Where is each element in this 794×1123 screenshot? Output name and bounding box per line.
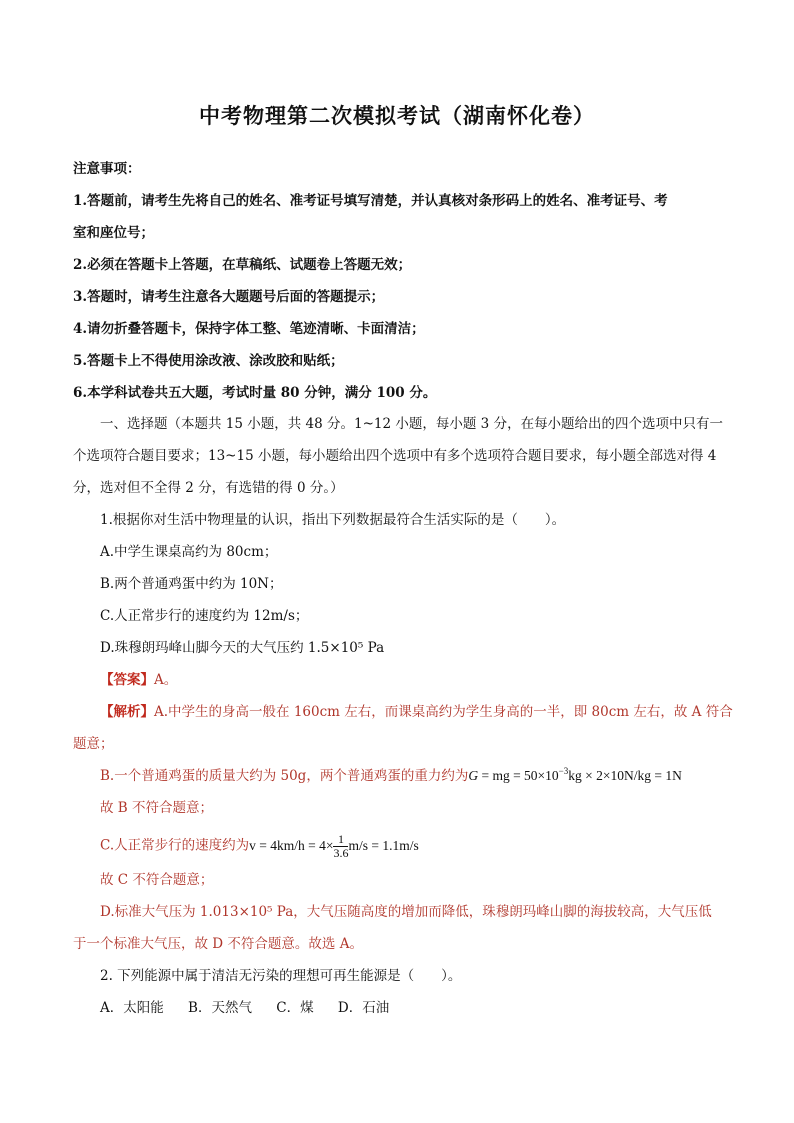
note-item: 5.答题卡上不得使用涂改液、涂改胶和贴纸； xyxy=(73,353,344,369)
q2-option-b: B．天然气 xyxy=(188,1000,252,1016)
notes-heading: 注意事项： xyxy=(73,161,141,177)
analysis-a-text: A.中学生的身高一般在 160cm 左右，而课桌高约为学生身高的一半，即 80cm 左右，故 A 符合 xyxy=(154,704,733,720)
answer-value: A。 xyxy=(154,672,178,688)
fraction xyxy=(333,833,348,860)
formula-speed xyxy=(249,832,419,860)
q1-analysis-c xyxy=(100,833,740,860)
q1-analysis-b xyxy=(100,767,740,785)
analysis-c-conclusion: 故 C 不符合题意； xyxy=(100,872,214,888)
analysis-b-conclusion: 故 B 不符合题意； xyxy=(100,800,214,816)
fraction-denominator: 3.6 xyxy=(333,846,349,860)
analysis-c-text: C.人正常步行的速度约为 xyxy=(100,837,250,854)
analysis-tag: 【解析】 xyxy=(100,704,154,720)
analysis-a-continued: 题意； xyxy=(73,736,114,752)
section-instructions: 个选项符合题目要求；13~15 小题，每小题给出四个选项中有多个选项符合题目要求，每小题全部选对得 4 xyxy=(73,448,717,464)
formula-tail: kg × 2×10N/kg = 1N xyxy=(568,768,682,783)
note-item: 4.请勿折叠答题卡，保持字体工整、笔迹清晰、卡面清洁； xyxy=(73,321,425,337)
note-item: 室和座位号； xyxy=(73,225,154,241)
formula-g: G xyxy=(468,768,479,783)
q1-option-d: D.珠穆朗玛峰山脚今天的大气压约 1.5×10⁵ Pa xyxy=(100,640,385,656)
q2-option-d: D．石油 xyxy=(337,1000,390,1016)
question-2-stem: 2. 下列能源中属于清洁无污染的理想可再生能源是（ ）。 xyxy=(100,968,462,984)
question-1-stem: 1.根据你对生活中物理量的认识，指出下列数据最符合生活实际的是（ ）。 xyxy=(100,512,566,528)
q1-answer xyxy=(100,671,740,689)
analysis-b-text: B.一个普通鸡蛋的质量大约为 50g，两个普通鸡蛋的重力约为 xyxy=(100,768,469,784)
q2-options xyxy=(100,999,740,1017)
formula-speed-pre: v = 4km/h = 4× xyxy=(249,837,334,853)
fraction-numerator: 1 xyxy=(333,833,348,847)
note-item: 3.答题时，请考生注意各大题题号后面的答题提示； xyxy=(73,289,385,305)
note-item: 6.本学科试卷共五大题，考试时量 80 分钟，满分 100 分。 xyxy=(73,385,437,401)
q1-option-a: A.中学生课桌高约为 80cm； xyxy=(100,544,278,560)
q1-analysis-a xyxy=(100,703,740,721)
formula-exponent: −3 xyxy=(558,766,569,776)
formula-weight xyxy=(468,768,682,783)
page-title: 中考物理第二次模拟考试（湖南怀化卷） xyxy=(199,104,595,128)
section-instructions: 一、选择题（本题共 15 小题，共 48 分。1~12 小题，每小题 3 分，在每小题给出的四个选项中只有一 xyxy=(100,416,724,432)
formula-speed-post: m/s = 1.1m/s xyxy=(348,837,419,853)
note-item: 1.答题前，请考生先将自己的姓名、准考证号填写清楚，并认真核对条形码上的姓名、准考证号、考 xyxy=(73,193,668,209)
q1-option-b: B.两个普通鸡蛋中约为 10N； xyxy=(100,576,283,592)
analysis-d-text: D.标准大气压为 1.013×10⁵ Pa，大气压随高度的增加而降低，珠穆朗玛峰山脚的海拔较高，大气压低 xyxy=(100,904,712,920)
answer-tag: 【答案】 xyxy=(100,672,154,688)
formula-body: = mg = 50×10 xyxy=(478,768,559,783)
q2-option-c: C．煤 xyxy=(276,1000,314,1016)
section-instructions: 分，选对但不全得 2 分，有选错的得 0 分。） xyxy=(73,480,344,496)
q1-option-c: C.人正常步行的速度约为 12m/s； xyxy=(100,608,309,624)
note-item: 2.必须在答题卡上答题，在草稿纸、试题卷上答题无效； xyxy=(73,257,412,273)
q2-option-a: A．太阳能 xyxy=(100,1000,164,1016)
analysis-d-continued: 于一个标准大气压，故 D 不符合题意。故选 A。 xyxy=(73,936,363,952)
